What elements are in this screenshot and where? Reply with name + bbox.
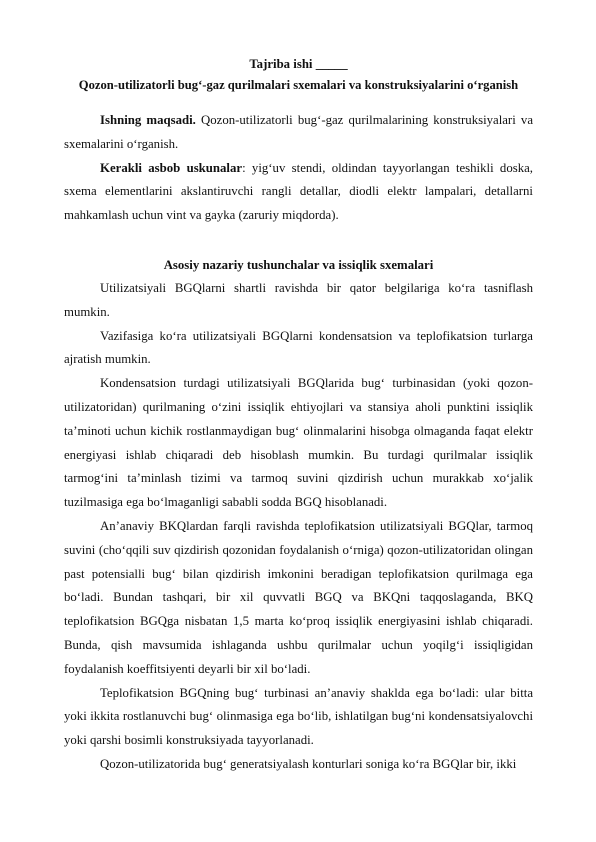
lab-number-heading: Tajriba ishi _____ bbox=[249, 57, 348, 71]
tools-text: : yig‘uv stendi, oldindan tayyorlangan teshikli doska, sxema elementlarini akslantiruvchi rangli detallar, diodli elektr lampalari, detallarni mahkamlash uchun vint va gayka (zaruriy miqdorda). bbox=[64, 160, 533, 223]
aim-paragraph bbox=[64, 109, 533, 157]
body-paragraph: Utilizatsiyali BGQlarni shartli ravishda bir qator belgilariga ko‘ra tasniflash mumkin. bbox=[64, 280, 533, 319]
body-paragraph: An’anaviy BKQlardan farqli ravishda teplofikatsion utilizatsiyali BGQlar, tarmoq suvini (cho‘qqili suv qizdirish qozonidan foydalanish o‘rniga) qozon-utilizatoridan olingan past potensialli bug‘ bilan qizdirish imkonini beradigan teplofikatsion qurilmaga ega bo‘ladi. Bundan tashqari, bir xil quvvatli BGQ va BKQni taqqoslaganda, BKQ teplofikatsion BGQga nisbatan 1,5 marta ko‘proq issiqlik energiyasini ishlab chiqaradi. Bunda, qish mavsumida ishlaganda ushbu qurilmalar uchun yoqilg‘i issiqligidan foydalanish koeffitsiyenti deyarli bir xil bo‘ladi. bbox=[64, 518, 533, 676]
aim-text: Qozon-utilizatorli bug‘-gaz qurilmalarining konstruksiyalari va sxemalarini o‘rganish. bbox=[64, 113, 533, 151]
aim-label: Ishning maqsadi. bbox=[100, 113, 196, 127]
document-title: Qozon-utilizatorli bug‘-gaz qurilmalari sxemalari va konstruksiyalarini o‘rganish bbox=[78, 78, 519, 92]
body-paragraph: Qozon-utilizatorida bug‘ generatsiyalash konturlari soniga ko‘ra BGQlar bir, ikki bbox=[100, 756, 517, 771]
body-paragraph: Teplofikatsion BGQning bug‘ turbinasi an’anaviy shaklda ega bo‘ladi: ular bitta yoki ikkita rostlanuvchi bug‘ olinmasiga ega bo‘lib, ishlatilgan bug‘ni kondensatsiyalovchi yoki qarshi bosimli konstruksiyada tayyorlanadi. bbox=[64, 685, 533, 748]
body-paragraph: Vazifasiga ko‘ra utilizatsiyali BGQlarni kondensatsion va teplofikatsion turlarga ajratish mumkin. bbox=[64, 328, 533, 367]
tools-label: Kerakli asbob uskunalar bbox=[100, 160, 243, 175]
section-heading: Asosiy nazariy tushunchalar va issiqlik sxemalari bbox=[163, 257, 434, 272]
document-content bbox=[64, 44, 533, 777]
body-paragraph: Kondensatsion turdagi utilizatsiyali BGQlarida bug‘ turbinasidan (yoki qozon-utilizatoridan) qurilmaning o‘zini issiqlik ehtiyojlari va stansiya aholi punktini issiqlik ta’minoti uchun kichik rostlanmaydigan bug‘ olinmalarini hisobga olmaganda faqat elektr energiyasi ishlab chiqaradi deb hisoblash mumkin. Bu turdagi qurilmalar issiqlik tarmog‘ini ta’minlash tizimi va tarmoq suvini qizdirish uchun murakkab xo‘jalik tuzilmasiga ega bo‘lmaganligi sababli sodda BGQ hisoblanadi. bbox=[64, 376, 533, 510]
tools-paragraph bbox=[64, 157, 533, 228]
